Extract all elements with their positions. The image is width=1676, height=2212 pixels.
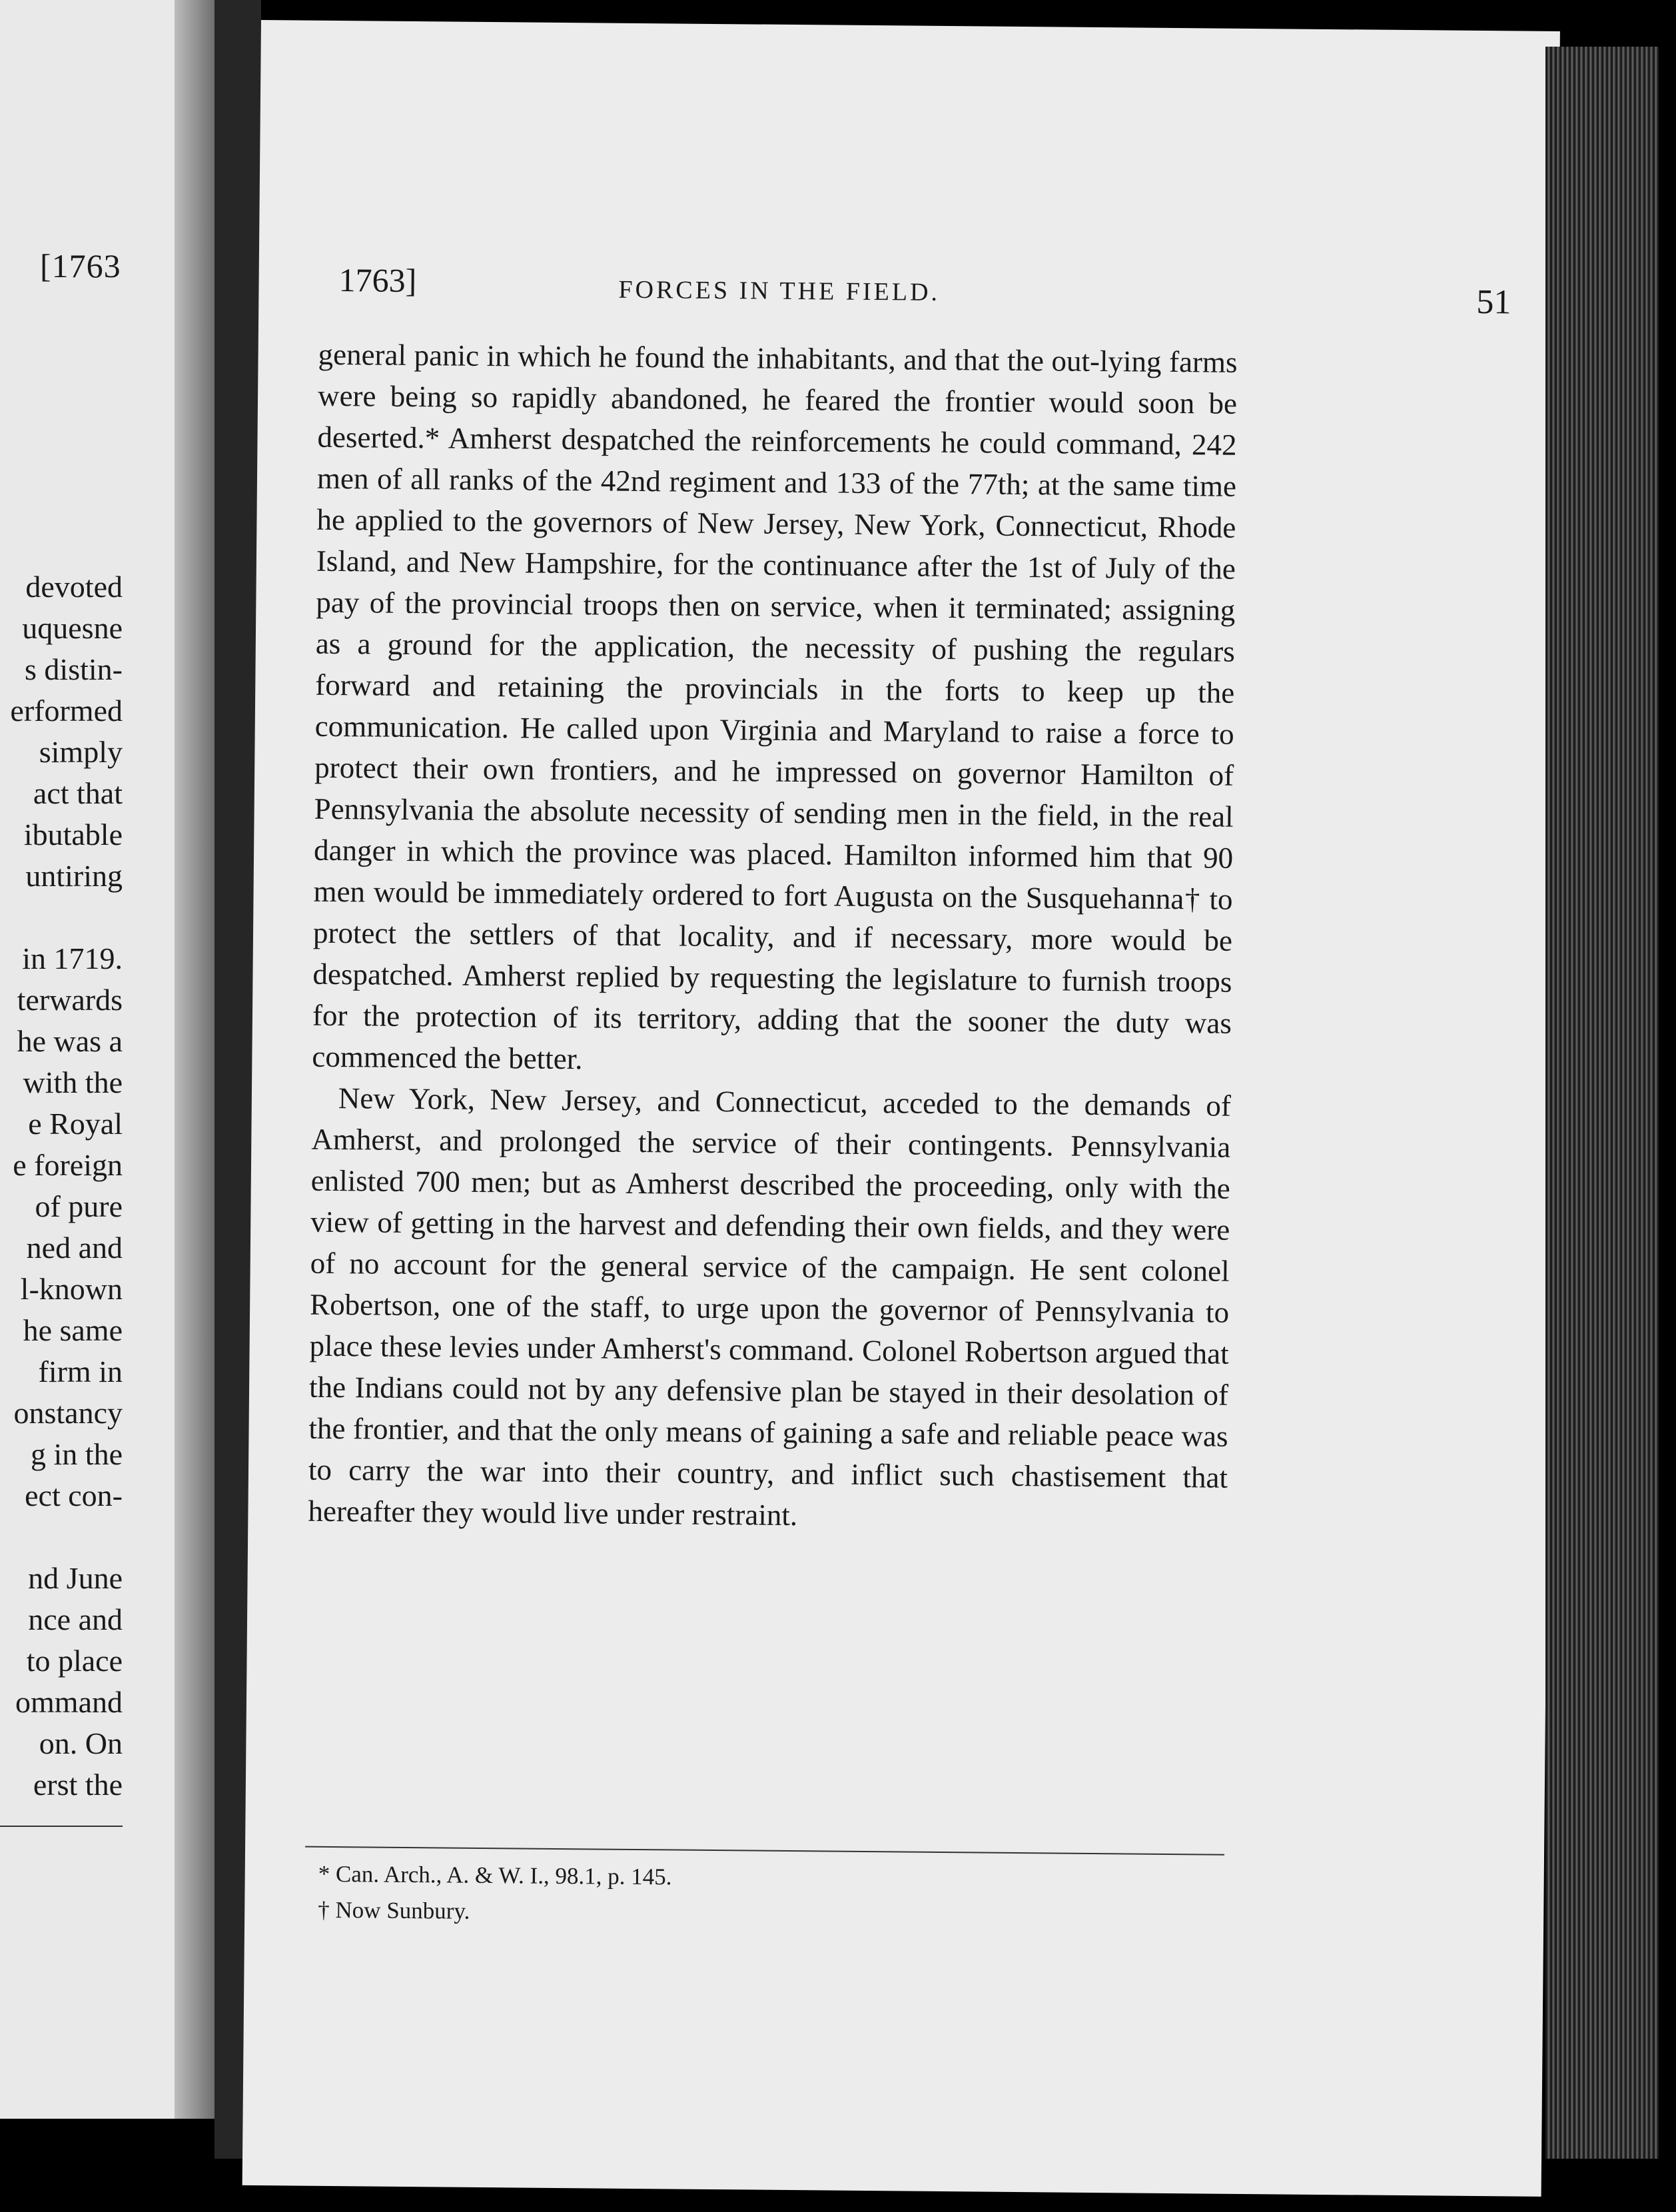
footnotes: [318, 1856, 1118, 1935]
left-page-line: terwards: [17, 983, 123, 1017]
running-head: [338, 261, 1511, 324]
left-page-line: simply: [39, 735, 123, 769]
running-head-title: FORCES IN THE FIELD.: [618, 275, 941, 306]
left-page-line: erst the: [33, 1768, 123, 1802]
left-page-line: of pure: [35, 1189, 123, 1223]
left-page-paragraph-gap: [0, 1516, 123, 1558]
left-page-line: s distin-: [25, 652, 123, 686]
left-page-header: [1763: [40, 247, 121, 284]
left-page-line: l-known: [20, 1272, 123, 1306]
left-page-line: he was a: [17, 1024, 123, 1058]
left-page-line: uquesne: [22, 611, 123, 645]
left-page-line: e foreign: [13, 1148, 123, 1182]
left-page-line: devoted: [25, 570, 123, 604]
left-page: [0, 0, 214, 2119]
left-page-text-fragments: [0, 566, 123, 1806]
left-page-line: e Royal: [28, 1107, 123, 1141]
left-footnote-rule: [0, 1826, 123, 1827]
footnote-1: * Can. Arch., A. & W. I., 98.1, p. 145.: [318, 1860, 672, 1890]
page-number: 51: [1476, 282, 1511, 322]
left-page-line: with the: [23, 1065, 123, 1099]
left-page-line: nce and: [28, 1602, 123, 1636]
left-page-line: g in the: [31, 1437, 123, 1471]
left-page-line: ect con-: [25, 1478, 123, 1512]
left-page-line: ibutable: [23, 818, 123, 851]
left-page-line: in 1719.: [22, 941, 123, 975]
paragraph-1: general panic in which he found the inhabitants, and that the out-lying farms were being so rapidly abandoned, he feared the frontier would soon be deserted.* Amherst despatched the reinforcements he could command, 242 men of all ranks of the 42nd regiment and 133 of the 77th; at the same time he applied to the governors of New Jersey, New York, Connecticut, Rhode Island, and New Hampshire, for the continuance after the 1st of July of the pay of the provincial troops then on service, when it terminated; assigning as a ground for the application, the necessity of pushing the regulars forward and retaining the provincials in the forts to keep up the communication. He called upon Virginia and Maryland to raise a force to protect their own frontiers, and he impressed on governor Hamilton of Pennsylvania the absolute necessity of sending men in the field, in the real danger in which the province was placed. Hamilton informed him that 90 men would be immediately ordered to fort Augusta on the Susquehanna† to protect the settlers of that locality, and if necessary, more would be despatched. Amherst replied by requesting the legislature to furnish troops for the protection of its territory, adding that the sooner the duty was commenced the better.: [312, 337, 1238, 1076]
left-page-line: onstancy: [13, 1396, 123, 1430]
left-page-line: to place: [26, 1644, 123, 1678]
left-page-paragraph-gap: [0, 897, 123, 938]
left-page-line: nd June: [28, 1561, 123, 1595]
left-page-gutter-shadow: [175, 0, 214, 2119]
left-page-line: ommand: [15, 1685, 123, 1719]
left-page-line: erformed: [10, 694, 123, 728]
left-page-line: act that: [33, 776, 123, 810]
left-page-line: firm in: [38, 1355, 123, 1388]
right-page: [242, 20, 1560, 2197]
body-text: [308, 334, 1238, 1540]
paragraph-2: New York, New Jersey, and Connecticut, acceded to the demands of Amherst, and prolonged the service of their contingents. Pennsylvania enlisted 700 men; but as Amherst described the proceeding, only with the view of getting in the harvest and defending their own fields, and they were of no account for the general service of the campaign. He sent colonel Robertson, one of the staff, to urge upon the governor of Pennsylvania to place these levies under Amherst's command. Colonel Robertson argued that the Indians could not by any defensive plan be stayed in their desolation of the frontier, and that the only means of gaining a safe and reliable peace was to carry the war into their country, and inflict such chastisement that hereafter they would live under restraint.: [308, 1081, 1232, 1532]
left-page-line: untiring: [25, 859, 123, 893]
left-page-line: he same: [23, 1313, 123, 1347]
running-head-year: 1763]: [338, 261, 417, 300]
book-page-edges: [1545, 47, 1659, 2159]
footnote-2: † Now Sunbury.: [318, 1896, 470, 1924]
footnote-rule: [305, 1846, 1224, 1856]
left-page-line: ned and: [26, 1231, 123, 1265]
left-page-line: on. On: [39, 1726, 123, 1760]
